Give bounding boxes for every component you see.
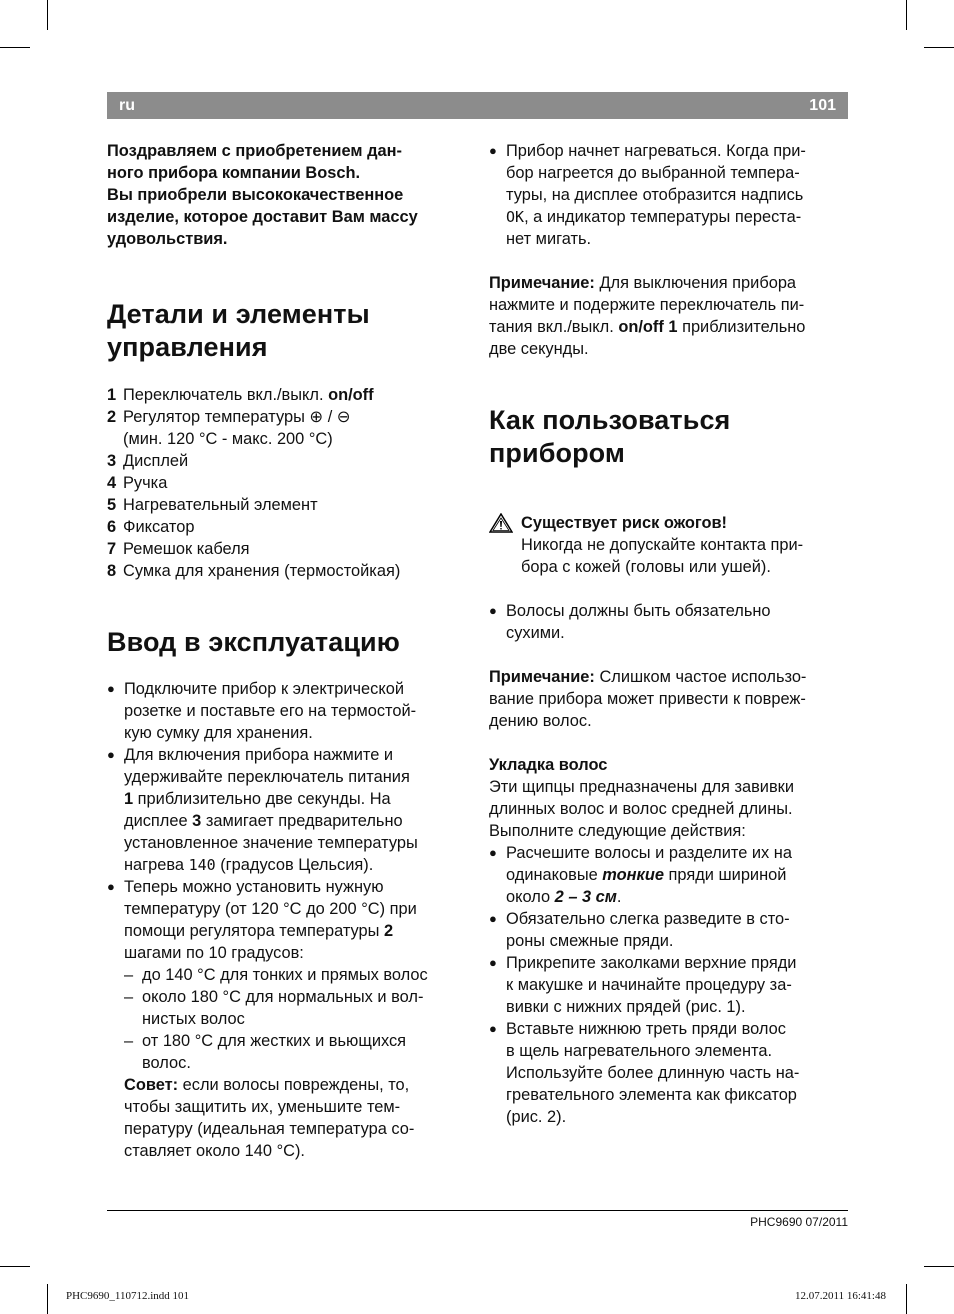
text-line: Прикрепите заколками верхние пряди — [506, 954, 797, 972]
emphasis-fragment: тонкие — [602, 866, 664, 884]
crop-mark — [924, 1266, 954, 1267]
list-item — [107, 560, 462, 582]
text-line — [124, 854, 462, 876]
text-line: роны смежные пряди. — [506, 932, 674, 950]
footer-rule — [107, 1210, 848, 1211]
text-fragment: приблизительно две секунды. На — [133, 790, 391, 808]
text-line: Подключите прибор к электрической — [124, 680, 404, 698]
item-continuation: (мин. 120 °C - макс. 200 °C) — [123, 430, 333, 448]
text-fragment: тания вкл./выкл. — [489, 318, 619, 336]
crop-mark — [47, 0, 48, 30]
item-number: 3 — [107, 452, 117, 470]
item-text: Регулятор температуры ⊕ / ⊖ — [123, 408, 351, 426]
bullet-item — [107, 744, 462, 876]
dash-icon: – — [124, 988, 134, 1006]
slug-file: PHC9690_110712.indd 101 — [66, 1290, 190, 1302]
text-fragment: , а индикатор температуры переста- — [524, 208, 802, 226]
list-item — [107, 384, 462, 406]
note-label: Примечание: — [489, 274, 595, 292]
text-line: бора с кожей (головы или ушей). — [521, 558, 771, 576]
heating-bullets — [489, 140, 848, 250]
text-line: от 180 °C для жестких и вьющихся — [142, 1032, 407, 1050]
bullet-item — [489, 842, 848, 908]
intro-line: изделие, которое доставит Вам массу — [107, 208, 418, 226]
text-line — [124, 1074, 462, 1096]
heading-line: управления — [107, 332, 268, 362]
list-item — [107, 494, 462, 516]
text-line: к макушке и начинайте процедуру за- — [506, 976, 792, 994]
language-code: ru — [119, 97, 135, 114]
text-line: нистых волос — [142, 1010, 245, 1028]
text-line — [489, 272, 848, 294]
crop-mark — [924, 47, 954, 48]
ref-number: 3 — [192, 812, 202, 830]
emphasis-fragment: 2 – 3 см — [554, 888, 617, 906]
item-text: Ремешок кабеля — [123, 540, 250, 558]
heading-line: прибором — [489, 438, 625, 468]
text-line: длинных волос и волос средней длины. — [489, 800, 793, 818]
text-line: волос. — [142, 1054, 191, 1072]
item-text: Сумка для хранения (термостойкая) — [123, 562, 401, 580]
bullet-icon: ● — [489, 1021, 497, 1036]
bullet-icon: ● — [489, 955, 497, 970]
text-line: Для включения прибора нажмите и — [124, 746, 394, 764]
list-item — [107, 472, 462, 494]
text-line: вивки с нижних прядей (рис. 1). — [506, 998, 746, 1016]
text-fragment: одинаковые — [506, 866, 603, 884]
text-line: удерживайте переключатель питания — [124, 768, 410, 786]
crop-mark — [0, 1266, 30, 1267]
text-fragment: приблизительно — [677, 318, 806, 336]
item-text: Ручка — [123, 474, 168, 492]
text-line: Выполните следующие действия: — [489, 822, 746, 840]
bullet-item — [489, 600, 848, 644]
page-header-bar — [107, 92, 848, 119]
text-line: розетке и поставьте его на термостой- — [124, 702, 417, 720]
bullet-icon: ● — [489, 143, 497, 158]
ref-number: 2 — [384, 922, 394, 940]
text-line: в щель нагревательного элемента. — [506, 1042, 773, 1060]
text-fragment: помощи регулятора температуры — [124, 922, 385, 940]
text-line: Волосы должны быть обязательно — [506, 602, 771, 620]
dash-item — [107, 1030, 462, 1074]
item-number: 1 — [107, 386, 117, 404]
text-line — [489, 666, 848, 688]
text-line: до 140 °C для тонких и прямых волос — [142, 966, 428, 984]
heading-line: Детали и элементы — [107, 299, 370, 329]
text-fragment: (градусов Цельсия). — [215, 856, 374, 874]
text-line: гревательного элемента как фиксатор — [506, 1086, 797, 1104]
dash-item — [107, 964, 462, 986]
text-line: температуру (от 120 °C до 200 °C) при — [124, 900, 417, 918]
text-line: Используйте более длинную часть на- — [506, 1064, 800, 1082]
text-line: Прибор начнет нагреваться. Когда при- — [506, 142, 806, 160]
item-bold-text: on/off — [328, 386, 374, 404]
tip-paragraph — [107, 1074, 462, 1162]
text-line: чтобы защитить их, уменьшите тем- — [124, 1098, 401, 1116]
bullet-item — [489, 1018, 848, 1128]
text-line: шагами по 10 градусов: — [124, 944, 304, 962]
startup-heading: Ввод в эксплуатацию — [107, 627, 400, 657]
text-line: туры, на дисплее отобразится надпись — [506, 186, 804, 204]
crop-mark — [906, 0, 907, 30]
note-paragraph — [489, 666, 848, 732]
intro-line: Вы приобрели высококачественное — [107, 186, 404, 204]
footer-model-date: PHC9690 07/2011 — [750, 1215, 848, 1229]
intro-line: Поздравляем с приобретением дан- — [107, 142, 402, 160]
usage-heading — [489, 404, 848, 470]
crop-mark — [906, 1284, 907, 1314]
intro-line: ного прибора компании Bosch. — [107, 164, 361, 182]
text-line — [124, 788, 462, 810]
text-line: Никогда не допускайте контакта при- — [521, 536, 804, 554]
display-code: 140 — [188, 856, 216, 874]
crop-mark — [0, 47, 30, 48]
text-line: (рис. 2). — [506, 1108, 567, 1126]
note-paragraph — [489, 272, 848, 360]
text-line: Расчешите волосы и разделите их на — [506, 844, 792, 862]
startup-bullets — [107, 678, 462, 1162]
parts-list — [107, 384, 462, 582]
bold-fragment: on/off 1 — [618, 318, 678, 336]
warning-title: Существует риск ожогов! — [521, 514, 728, 532]
text-line: ставляет около 140 °C). — [124, 1142, 305, 1160]
text-line: нажмите и подержите переключатель пи- — [489, 296, 805, 314]
bullet-item — [489, 908, 848, 952]
text-fragment: если волосы повреждены, то, — [178, 1076, 410, 1094]
text-line: около 180 °C для нормальных и вол- — [142, 988, 424, 1006]
bullet-item — [489, 140, 848, 250]
text-line: пературу (идеальная температура со- — [124, 1120, 415, 1138]
text-line — [124, 810, 462, 832]
warning-triangle-icon — [489, 513, 513, 539]
item-text: Нагревательный элемент — [123, 496, 318, 514]
bullet-icon: ● — [107, 681, 115, 696]
text-fragment: Слишком частое использо- — [594, 668, 807, 686]
text-line: сухими. — [506, 624, 565, 642]
item-number: 6 — [107, 518, 117, 536]
bullet-icon: ● — [107, 747, 115, 762]
intro-line: удовольствия. — [107, 230, 228, 248]
text-line — [124, 920, 462, 942]
item-number: 8 — [107, 562, 117, 580]
ref-number: 1 — [124, 790, 134, 808]
item-number: 4 — [107, 474, 117, 492]
left-column — [107, 140, 462, 1162]
item-number: 5 — [107, 496, 117, 514]
display-code: OK — [506, 208, 525, 226]
text-fragment: около — [506, 888, 555, 906]
text-line: Вставьте нижнюю треть пряди волос — [506, 1020, 786, 1038]
text-line: вание прибора может привести к повреж- — [489, 690, 806, 708]
heading-line: Как пользоваться — [489, 405, 731, 435]
dash-icon: – — [124, 1032, 134, 1050]
bullet-item — [107, 876, 462, 964]
list-item — [107, 450, 462, 472]
bullet-icon: ● — [489, 845, 497, 860]
text-line — [489, 316, 848, 338]
slug-datetime: 12.07.2011 16:41:48 — [795, 1290, 886, 1302]
parts-heading — [107, 298, 462, 364]
text-fragment: . — [616, 888, 622, 906]
list-item — [107, 538, 462, 560]
bullet-item — [107, 678, 462, 744]
text-line: Теперь можно установить нужную — [124, 878, 384, 896]
dry-hair-bullets — [489, 600, 848, 644]
text-line: дению волос. — [489, 712, 592, 730]
page-number: 101 — [809, 97, 836, 114]
bullet-icon: ● — [107, 879, 115, 894]
dash-item — [107, 986, 462, 1030]
intro-paragraph — [107, 140, 462, 250]
note-label: Примечание: — [489, 668, 595, 686]
styling-section — [489, 754, 848, 842]
item-number: 2 — [107, 408, 117, 426]
list-item — [107, 406, 462, 428]
item-text: Фиксатор — [123, 518, 195, 536]
item-text: Дисплей — [123, 452, 189, 470]
crop-mark — [47, 1284, 48, 1314]
text-fragment: пряди шириной — [664, 866, 787, 884]
text-fragment: дисплее — [124, 812, 193, 830]
warning-block — [489, 512, 848, 578]
section-subheading: Укладка волос — [489, 756, 608, 774]
text-fragment: Для выключения прибора — [594, 274, 797, 292]
bullet-icon: ● — [489, 911, 497, 926]
text-line: Обязательно слегка разведите в сто- — [506, 910, 790, 928]
styling-bullets — [489, 842, 848, 1128]
list-item — [107, 516, 462, 538]
item-text: Переключатель вкл./выкл. — [123, 386, 329, 404]
text-fragment: замигает предварительно — [201, 812, 403, 830]
right-column — [489, 140, 848, 1128]
text-line: установленное значение температуры — [124, 834, 418, 852]
bullet-icon: ● — [489, 603, 497, 618]
text-fragment: нагрева — [124, 856, 189, 874]
text-line: Эти щипцы предназначены для завивки — [489, 778, 794, 796]
text-line: две секунды. — [489, 340, 589, 358]
text-line — [506, 886, 848, 908]
dash-icon: – — [124, 966, 134, 984]
text-line: бор нагреется до выбранной темпера- — [506, 164, 800, 182]
item-number: 7 — [107, 540, 117, 558]
bullet-item — [489, 952, 848, 1018]
text-line — [506, 206, 848, 228]
text-line: кую сумку для хранения. — [124, 724, 313, 742]
text-line: нет мигать. — [506, 230, 592, 248]
tip-label: Совет: — [124, 1076, 179, 1094]
text-line — [506, 864, 848, 886]
